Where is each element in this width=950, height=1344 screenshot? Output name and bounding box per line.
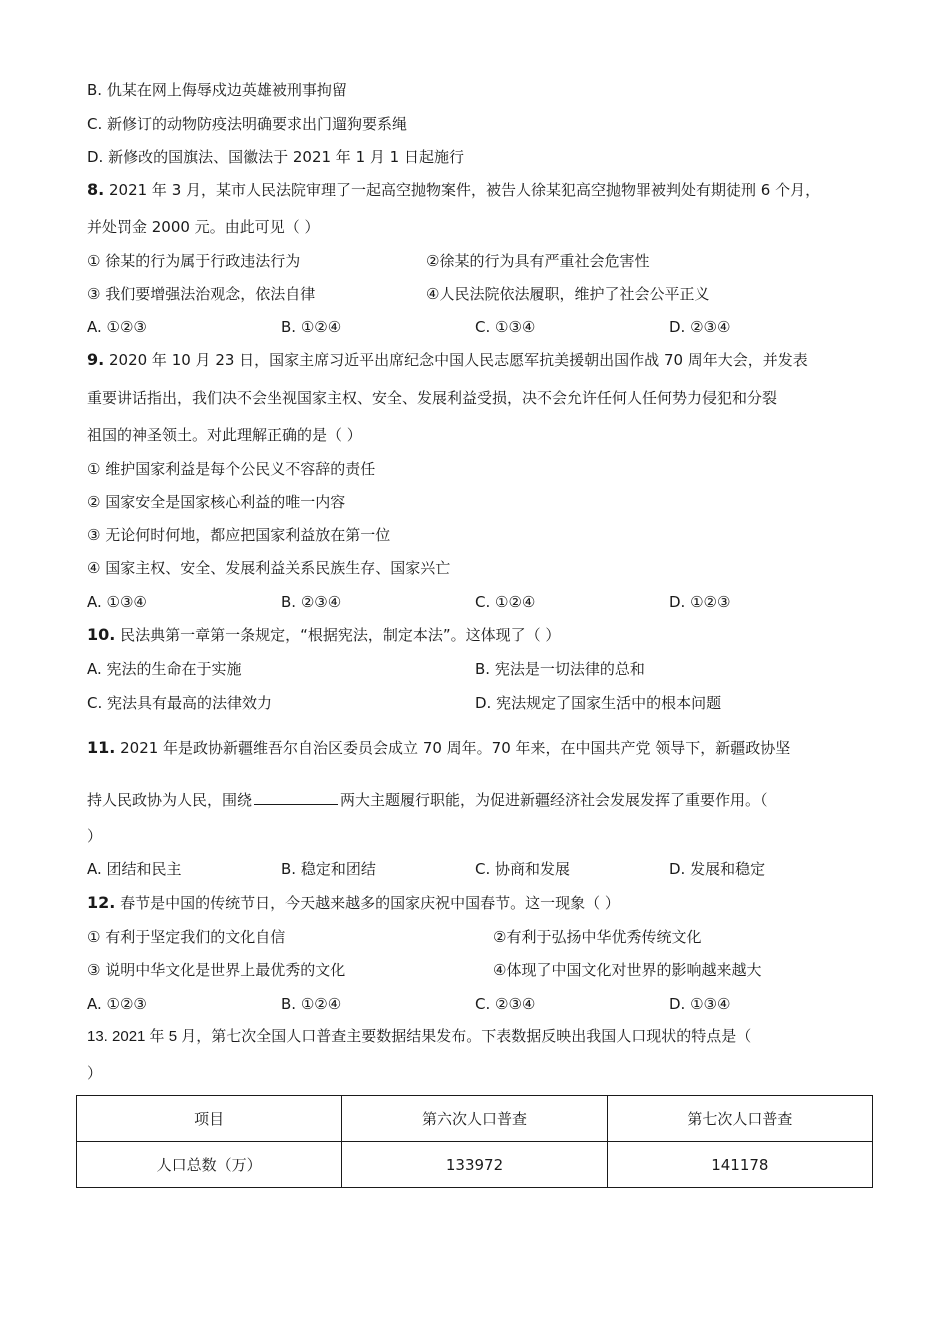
- q9-option-c[interactable]: C. ①②④: [475, 593, 536, 611]
- q8-option-d[interactable]: D. ②③④: [669, 318, 731, 336]
- table-header-cell: 项目: [77, 1096, 342, 1142]
- q11-fill-blank[interactable]: [254, 790, 338, 805]
- q11-stem-line3: ）: [87, 827, 103, 845]
- q11-option-d[interactable]: D. 发展和稳定: [669, 860, 766, 878]
- q13-stem-line1: 13. 2021 年 5 月，第七次全国人口普查主要数据结果发布。下表数据反映出我国人口现状的特点是（: [87, 1028, 752, 1045]
- q10-stem-text: 民法典第一章第一条规定，“根据宪法，制定本法”。这体现了（ ）: [115, 626, 561, 644]
- q12-stem-text: 春节是中国的传统节日，今天越来越多的国家庆祝中国春节。这一现象（ ）: [115, 894, 620, 912]
- q11-stem-line2: [87, 790, 768, 810]
- q12-item-3: ③ 说明中华文化是世界上最优秀的文化: [87, 961, 346, 979]
- table-cell: 人口总数（万）: [77, 1142, 342, 1188]
- q9-stem-text: 2020 年 10 月 23 日，国家主席习近平出席纪念中国人民志愿军抗美援朝出国作战 70 周年大会，并发表: [104, 351, 808, 369]
- table-header-cell: 第七次人口普查: [607, 1096, 872, 1142]
- q11-stem-line1: [87, 738, 790, 758]
- q7-option-c: C. 新修订的动物防疫法明确要求出门遛狗要系绳: [87, 115, 408, 133]
- table-header-cell: 第六次人口普查: [342, 1096, 607, 1142]
- q10-option-b[interactable]: B. 宪法是一切法律的总和: [475, 660, 645, 678]
- q11-stem-text: 2021 年是政协新疆维吾尔自治区委员会成立 70 周年。70 年来，在中国共产党 领导下，新疆政协坚: [115, 739, 791, 757]
- q9-option-b[interactable]: B. ②③④: [281, 593, 342, 611]
- q11-option-a[interactable]: A. 团结和民主: [87, 860, 182, 878]
- q11-option-b[interactable]: B. 稳定和团结: [281, 860, 376, 878]
- q8-option-a[interactable]: A. ①②③: [87, 318, 147, 336]
- q12-number: 12.: [87, 893, 116, 912]
- q7-option-b: B. 仇某在网上侮辱戍边英雄被刑事拘留: [87, 81, 347, 99]
- q12-stem-line1: [87, 893, 620, 913]
- q9-stem-line2: 重要讲话指出，我们决不会坐视国家主权、安全、发展利益受损，决不会允许任何人任何势力侵犯和分裂: [87, 389, 778, 407]
- q8-stem-text: 2021 年 3 月，某市人民法院审理了一起高空抛物案件，被告人徐某犯高空抛物罪被判处有期徒刑 6 个月，: [104, 181, 821, 199]
- q11-stem-text-b: 两大主题履行职能，为促进新疆经济社会发展发挥了重要作用。（: [340, 791, 768, 809]
- q9-stem-line1: [87, 350, 808, 370]
- q10-option-c[interactable]: C. 宪法具有最高的法律效力: [87, 694, 273, 712]
- q8-stem-line1: [87, 180, 820, 200]
- q10-stem-line1: [87, 625, 560, 645]
- q11-number: 11.: [87, 738, 116, 757]
- q8-item-4: ④人民法院依法履职，维护了社会公平正义: [426, 285, 710, 303]
- q9-item-3: ③ 无论何时何地，都应把国家利益放在第一位: [87, 526, 391, 544]
- q8-item-1: ① 徐某的行为属于行政违法行为: [87, 252, 301, 270]
- q9-item-2: ② 国家安全是国家核心利益的唯一内容: [87, 493, 346, 511]
- table-row: [77, 1142, 873, 1188]
- q8-option-c[interactable]: C. ①③④: [475, 318, 536, 336]
- table-cell: 141178: [607, 1142, 872, 1188]
- q11-stem-text-a: 持人民政协为人民，围绕: [87, 791, 253, 809]
- q8-stem-line2: 并处罚金 2000 元。由此可见（ ）: [87, 218, 320, 236]
- q12-option-c[interactable]: C. ②③④: [475, 995, 536, 1013]
- q13-stem-line2: ）: [87, 1064, 103, 1082]
- q9-option-d[interactable]: D. ①②③: [669, 593, 731, 611]
- q11-option-c[interactable]: C. 协商和发展: [475, 860, 571, 878]
- q9-item-4: ④ 国家主权、安全、发展利益关系民族生存、国家兴亡: [87, 559, 451, 577]
- q8-option-b[interactable]: B. ①②④: [281, 318, 342, 336]
- q12-option-a[interactable]: A. ①②③: [87, 995, 147, 1013]
- q12-item-2: ②有利于弘扬中华优秀传统文化: [493, 928, 702, 946]
- q9-stem-line3: 祖国的神圣领土。对此理解正确的是（ ）: [87, 426, 362, 444]
- q8-item-2: ②徐某的行为具有严重社会危害性: [426, 252, 650, 270]
- q10-number: 10.: [87, 625, 116, 644]
- q12-option-d[interactable]: D. ①③④: [669, 995, 731, 1013]
- q9-number: 9.: [87, 350, 105, 369]
- q12-item-1: ① 有利于坚定我们的文化自信: [87, 928, 286, 946]
- table-header-row: [77, 1096, 873, 1142]
- q12-item-4: ④体现了中国文化对世界的影响越来越大: [493, 961, 762, 979]
- q9-item-1: ① 维护国家利益是每个公民义不容辞的责任: [87, 460, 376, 478]
- table-cell: 133972: [342, 1142, 607, 1188]
- q12-option-b[interactable]: B. ①②④: [281, 995, 342, 1013]
- q10-option-a[interactable]: A. 宪法的生命在于实施: [87, 660, 242, 678]
- population-table: [76, 1095, 873, 1188]
- q10-option-d[interactable]: D. 宪法规定了国家生活中的根本问题: [475, 694, 722, 712]
- q8-number: 8.: [87, 180, 105, 199]
- q8-item-3: ③ 我们要增强法治观念，依法自律: [87, 285, 316, 303]
- q9-option-a[interactable]: A. ①③④: [87, 593, 147, 611]
- q7-option-d: D. 新修改的国旗法、国徽法于 2021 年 1 月 1 日起施行: [87, 148, 464, 166]
